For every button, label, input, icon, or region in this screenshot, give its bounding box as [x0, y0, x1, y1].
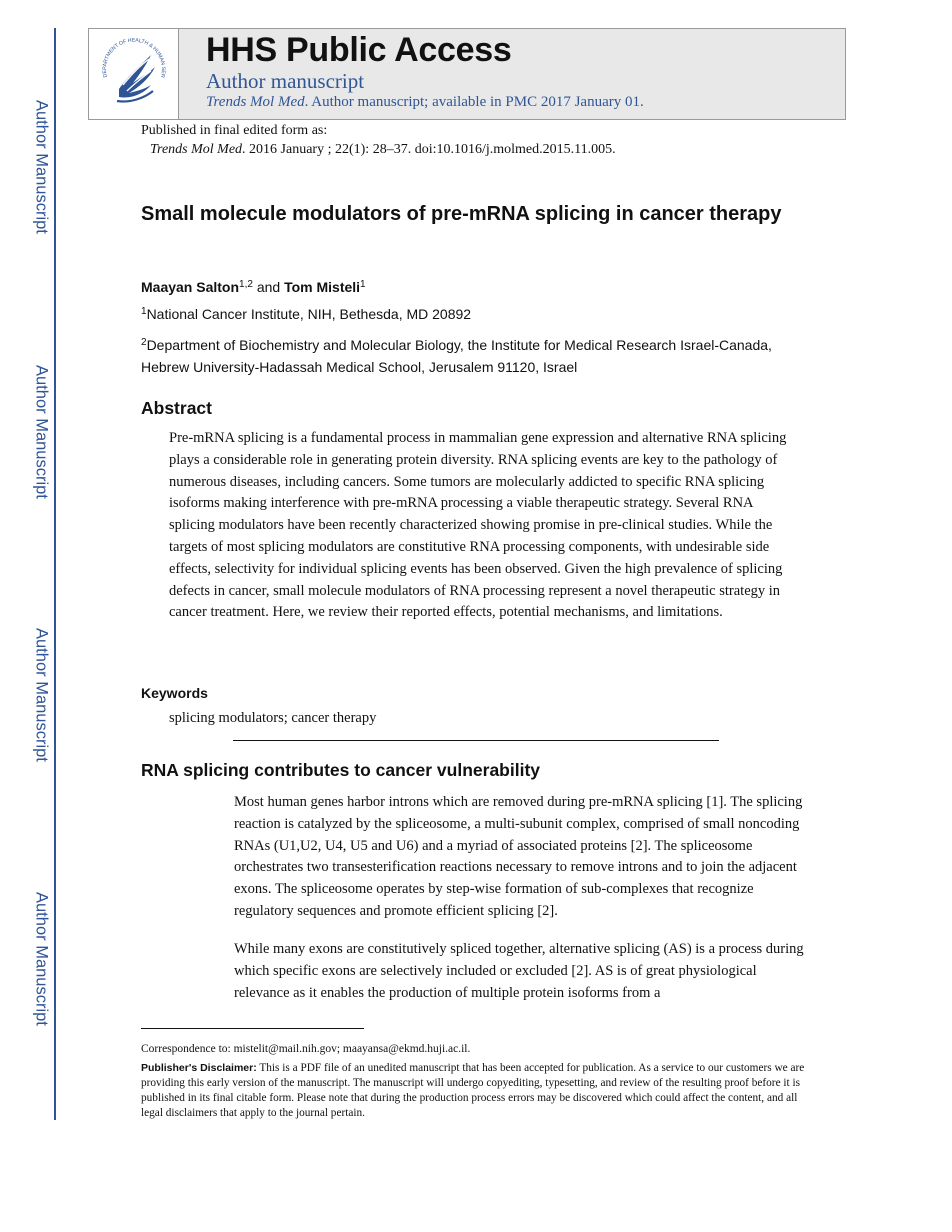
- author-affiliation-marker: 1: [360, 279, 366, 290]
- citation-line: [150, 142, 616, 158]
- footnote-rule: [141, 1028, 364, 1029]
- availability-text: . Author manuscript; available in PMC 2017 January 01.: [304, 94, 644, 110]
- hhs-eagle-icon: [99, 37, 169, 111]
- section-heading: RNA splicing contributes to cancer vulnerability: [141, 760, 541, 780]
- disclaimer-label: Publisher's Disclaimer:: [141, 1062, 257, 1074]
- left-margin-rule: [54, 28, 56, 1120]
- affiliation-marker: 1: [141, 306, 147, 317]
- affiliation: [141, 303, 791, 325]
- side-label: Author Manuscript: [32, 892, 51, 1026]
- affiliation: [141, 334, 791, 378]
- svg-text:DEPARTMENT OF HEALTH & HUMAN S: [99, 37, 166, 78]
- correspondence-note: Correspondence to: mistelit@mail.nih.gov; maayansa@ekmd.huji.ac.il.: [141, 1043, 471, 1055]
- availability-line: [206, 94, 644, 111]
- keywords-heading: Keywords: [141, 685, 208, 701]
- hhs-title: HHS Public Access: [206, 31, 512, 69]
- published-label: Published in final edited form as:: [141, 123, 328, 138]
- side-label: Author Manuscript: [32, 628, 51, 762]
- article-title: Small molecule modulators of pre-mRNA splicing in cancer therapy: [141, 203, 782, 225]
- section-divider: [233, 740, 719, 741]
- journal-name: Trends Mol Med: [206, 94, 305, 110]
- logo-lettering: DEPARTMENT OF HEALTH & HUMAN SER: [101, 37, 167, 79]
- side-label: Author Manuscript: [32, 100, 51, 234]
- publisher-disclaimer: [141, 1061, 811, 1121]
- citation-text: . 2016 January ; 22(1): 28–37. doi:10.1016/j.molmed.2015.11.005.: [242, 142, 616, 157]
- affiliation-text: National Cancer Institute, NIH, Bethesda, MD 20892: [146, 306, 472, 322]
- affiliation-marker: 2: [141, 337, 147, 348]
- author-joiner: and: [252, 279, 285, 295]
- author-name: Tom Misteli: [284, 279, 361, 295]
- manuscript-type: Author manuscript: [206, 69, 365, 93]
- hhs-logo: [89, 29, 179, 119]
- author-list: [141, 279, 366, 295]
- keywords-text: splicing modulators; cancer therapy: [169, 710, 377, 726]
- body-paragraph: While many exons are constitutively spliced together, alternative splicing (AS) is a process during which specific exons are selectively included or excluded [2]. AS is of great physiological relevance as it enables the production of multiple protein isoforms from a: [234, 941, 804, 1001]
- abstract-heading: Abstract: [141, 398, 212, 418]
- side-label: Author Manuscript: [32, 365, 51, 499]
- abstract-text: Pre-mRNA splicing is a fundamental process in mammalian gene expression and alternative RNA splicing plays a considerable role in generating protein diversity. RNA splicing events are key to the pathology of numerous diseases, including cancers. Some tumors are molecularly addicted to specific RNA splicing isoforms making interference with pre-mRNA processing a viable therapeutic strategy. Several RNA splicing modulators have been recently characterized showing promise in pre-clinical studies. While the targets of most splicing modulators are constitutive RNA processing components, with undesirable side effects, selectivity for individual splicing events has been observed. Given the high prevalence of splicing defects in cancer, small molecule modulators of RNA processing represent a novel therapeutic strategy in cancer treatment. Here, we review their reported effects, potential mechanisms, and limitations.: [169, 430, 787, 621]
- body-paragraph: Most human genes harbor introns which are removed during pre-mRNA splicing [1]. The splicing reaction is catalyzed by the spliceosome, a multi-subunit complex, comprised of small noncoding RNAs (U1,U2, U4, U5 and U6) and a myriad of associated proteins [2]. The spliceosome orchestrates two transesterification reactions necessary to remove introns and to join the adjacent exons. The spliceosome operates by step-wise formation of sub-complexes that recognize regulatory sequences and promote efficient splicing [2].: [234, 794, 803, 919]
- hhs-header: [88, 28, 846, 120]
- affiliation-text: Department of Biochemistry and Molecular Biology, the Institute for Medical Research Israel-Canada, Hebrew University-Hadassah Medical School, Jerusalem 91120, Israel: [141, 337, 772, 375]
- author-affiliation-marker: 1,2: [239, 279, 253, 290]
- disclaimer-text: This is a PDF file of an unedited manuscript that has been accepted for publication. As a service to our customers we are providing this early version of the manuscript. The manuscript will undergo copyediting, typesetting, and review of the resulting proof before it is published in its final citable form. Please note that during the production process errors may be discovered which could affect the content, and all legal disclaimers that apply to the journal pertain.: [141, 1062, 805, 1119]
- citation-journal: Trends Mol Med: [150, 142, 243, 157]
- author-name: Maayan Salton: [141, 279, 240, 295]
